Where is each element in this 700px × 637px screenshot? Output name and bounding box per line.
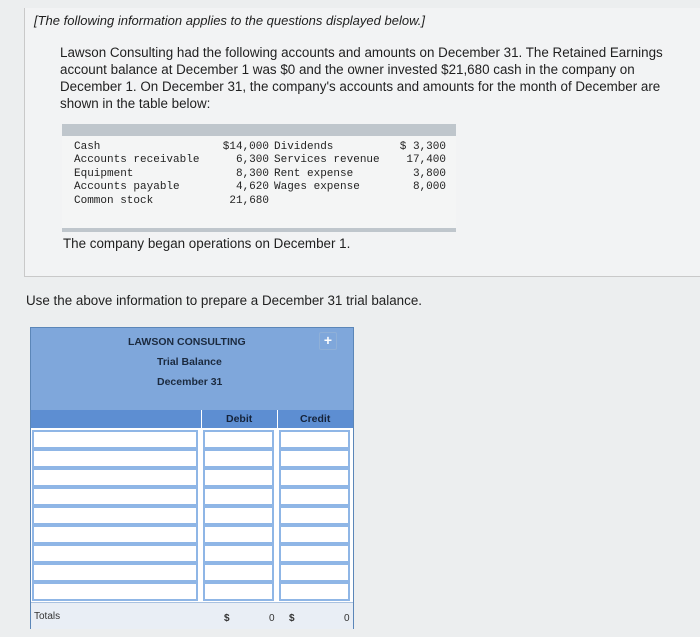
began-operations-text: The company began operations on December 1. bbox=[63, 236, 351, 251]
totals-row bbox=[31, 602, 353, 629]
problem-paragraph: Lawson Consulting had the following accounts and amounts on December 31. The Retained Earnings account balance at December 1 was $0 and the owner invested $21,680 cash in the company on December 1. On December 31, the company's accounts and amounts for the month of December are shown in the table below: bbox=[60, 45, 663, 111]
entry-row bbox=[31, 563, 353, 582]
debit-header-label: Debit bbox=[226, 413, 253, 425]
debit-input[interactable] bbox=[203, 544, 274, 563]
credit-input[interactable] bbox=[279, 544, 350, 563]
left-account-amounts: $14,000 6,300 8,300 4,620 21,680 bbox=[222, 141, 269, 207]
add-row-icon[interactable]: + bbox=[319, 332, 337, 350]
right-account-amounts: $ 3,300 17,400 3,800 8,000 bbox=[399, 141, 446, 194]
credit-total-currency: $ bbox=[289, 613, 295, 624]
account-input[interactable] bbox=[32, 449, 198, 468]
debit-input[interactable] bbox=[203, 525, 274, 544]
credit-input[interactable] bbox=[279, 468, 350, 487]
credit-column-header bbox=[278, 410, 353, 428]
account-input[interactable] bbox=[32, 525, 198, 544]
debit-input[interactable] bbox=[203, 582, 274, 601]
intro-note: [The following information applies to the questions displayed below.] bbox=[34, 13, 425, 28]
entry-row bbox=[31, 544, 353, 563]
debit-input[interactable] bbox=[203, 487, 274, 506]
credit-input[interactable] bbox=[279, 525, 350, 544]
instruction-text: Use the above information to prepare a December 31 trial balance. bbox=[26, 293, 422, 308]
credit-total-value: 0 bbox=[344, 613, 350, 624]
account-input[interactable] bbox=[32, 582, 198, 601]
entry-row bbox=[31, 430, 353, 449]
right-account-names: Dividends Services revenue Rent expense Wages expense bbox=[274, 141, 380, 194]
debit-input[interactable] bbox=[203, 468, 274, 487]
statement-title: Trial Balance bbox=[157, 356, 222, 368]
entry-row bbox=[31, 449, 353, 468]
account-input[interactable] bbox=[32, 487, 198, 506]
credit-input[interactable] bbox=[279, 563, 350, 582]
account-input[interactable] bbox=[32, 468, 198, 487]
entry-row bbox=[31, 525, 353, 544]
debit-input[interactable] bbox=[203, 430, 274, 449]
credit-input[interactable] bbox=[279, 506, 350, 525]
credit-header-label: Credit bbox=[300, 413, 331, 425]
entry-row bbox=[31, 506, 353, 525]
debit-column-header bbox=[202, 410, 277, 428]
entry-row bbox=[31, 582, 353, 601]
left-account-names: Cash Accounts receivable Equipment Accounts payable Common stock bbox=[74, 141, 200, 207]
debit-total-value: 0 bbox=[269, 613, 275, 624]
trial-balance-form bbox=[30, 327, 354, 629]
credit-input[interactable] bbox=[279, 582, 350, 601]
totals-label: Totals bbox=[34, 611, 61, 622]
account-input[interactable] bbox=[32, 544, 198, 563]
entry-row bbox=[31, 487, 353, 506]
debit-input[interactable] bbox=[203, 563, 274, 582]
trial-balance-header bbox=[31, 328, 353, 410]
account-input[interactable] bbox=[32, 430, 198, 449]
credit-input[interactable] bbox=[279, 449, 350, 468]
credit-input[interactable] bbox=[279, 487, 350, 506]
account-input[interactable] bbox=[32, 563, 198, 582]
accounts-table bbox=[62, 124, 456, 232]
company-name: LAWSON CONSULTING bbox=[128, 336, 246, 348]
credit-input[interactable] bbox=[279, 430, 350, 449]
statement-date: December 31 bbox=[157, 376, 223, 388]
debit-input[interactable] bbox=[203, 506, 274, 525]
entry-row bbox=[31, 468, 353, 487]
account-column-header bbox=[31, 410, 201, 428]
debit-input[interactable] bbox=[203, 449, 274, 468]
account-input[interactable] bbox=[32, 506, 198, 525]
debit-total-currency: $ bbox=[224, 613, 230, 624]
